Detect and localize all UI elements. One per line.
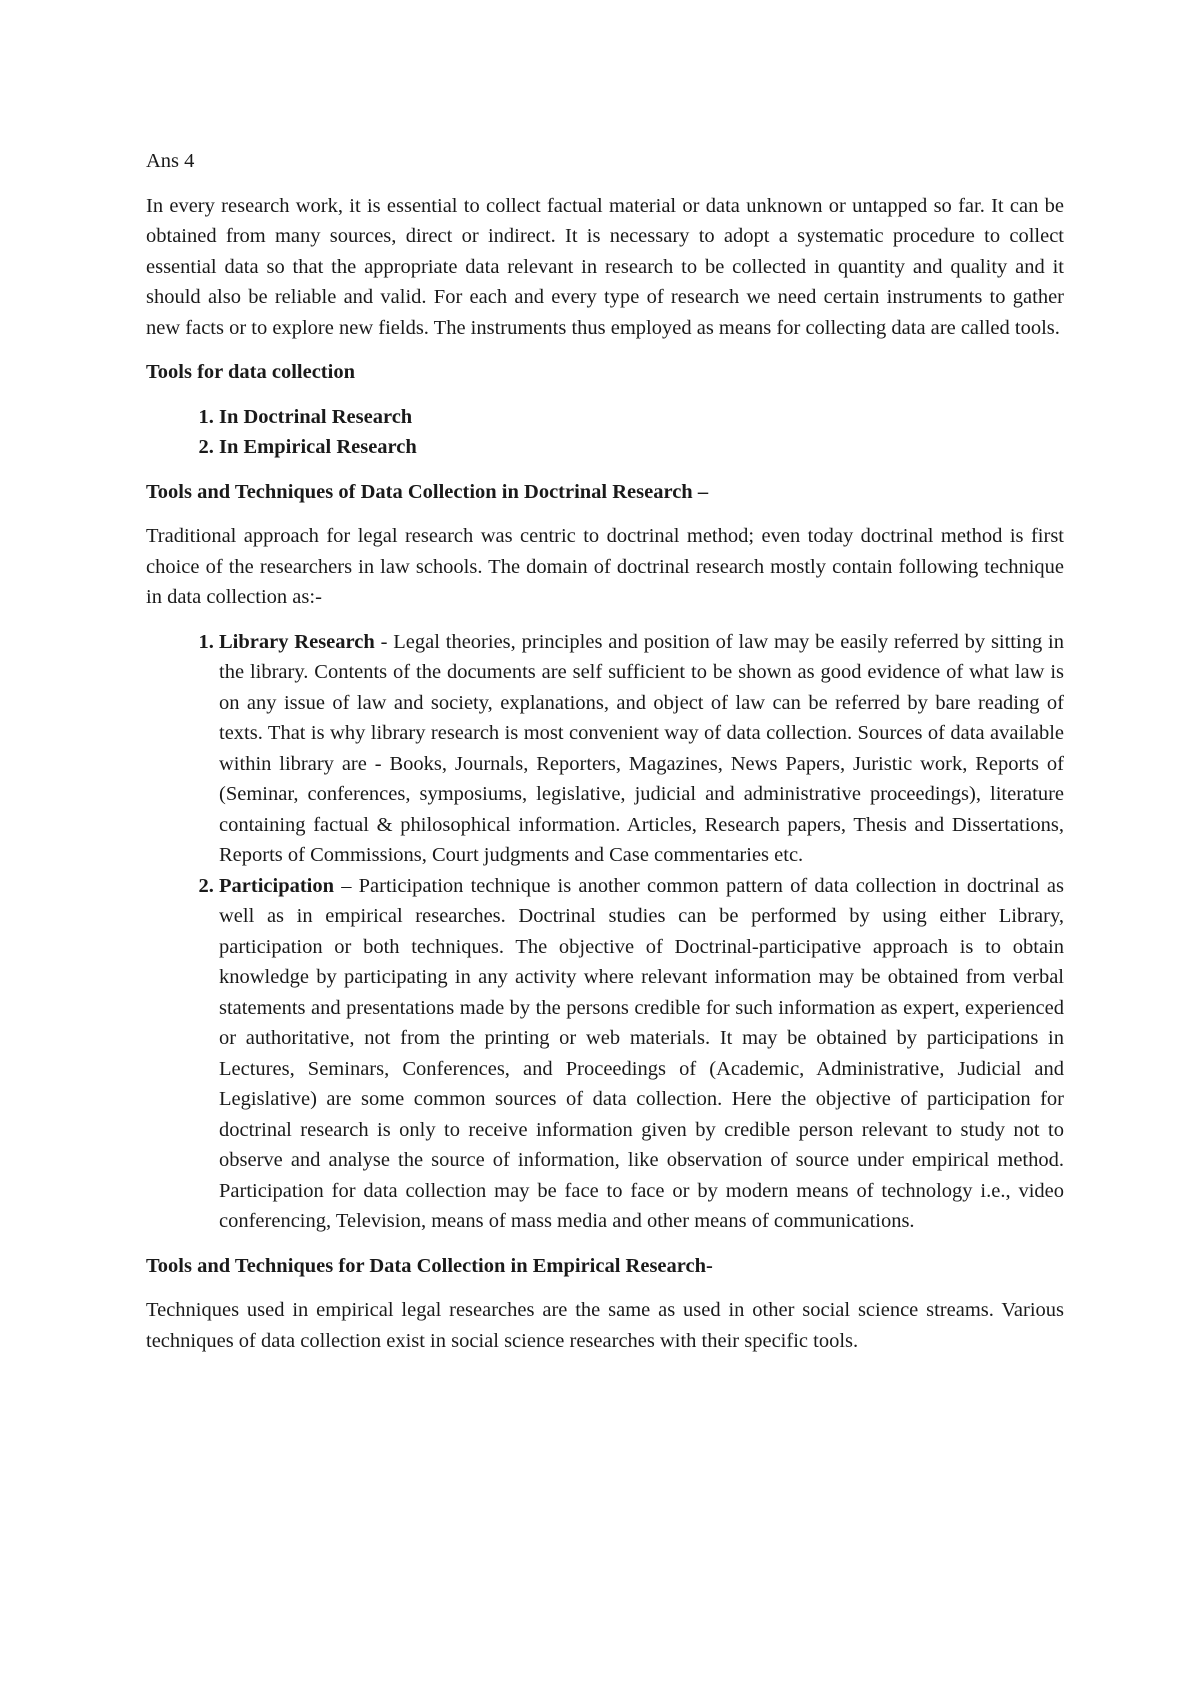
document-page	[146, 146, 1064, 1370]
technique-item-library	[219, 627, 1064, 871]
answer-heading: Ans 4	[146, 150, 195, 172]
tools-list	[146, 402, 1064, 463]
technique-title: Library Research	[219, 630, 375, 653]
tools-list-item: 2. In Empirical Research	[219, 432, 1064, 463]
technique-title: Participation	[219, 874, 335, 897]
doctrinal-techniques-list	[146, 627, 1064, 1237]
technique-text: - Legal theories, principles and position of law may be easily referred by sitting in the library. Contents of the documents are self sufficient to be shown as good evidence of what law is on any issue of law and society, explanations, and object of law can be referred by bare reading of texts. That is why library research is most convenient way of data collection. Sources of data available within library are - Books, Journals, Reporters, Magazines, News Papers, Juristic work, Reports of (Seminar, conferences, symposiums, legislative, judicial and administrative proceedings), literature containing factual & philosophical information. Articles, Research papers, Thesis and Dissertations, Reports of Commissions, Court judgments and Case commentaries etc.	[219, 630, 1064, 866]
technique-item-participation	[219, 871, 1064, 1237]
empirical-heading: Tools and Techniques for Data Collection in Empirical Research-	[146, 1254, 713, 1277]
empirical-intro: Techniques used in empirical legal researches are the same as used in other social science streams. Various techniques of data collection exist in social science researches with their specific tools.	[146, 1299, 1064, 1352]
intro-paragraph: In every research work, it is essential to collect factual material or data unknown or untapped so far. It can be obtained from many sources, direct or indirect. It is necessary to adopt a systematic procedure to collect essential data so that the appropriate data relevant in research to be collected in quantity and quality and it should also be reliable and valid. For each and every type of research we need certain instruments to gather new facts or to explore new fields. The instruments thus employed as means for collecting data are called tools.	[146, 194, 1064, 339]
tools-list-item: 1. In Doctrinal Research	[219, 402, 1064, 433]
technique-text: – Participation technique is another common pattern of data collection in doctrinal as well as in empirical researches. Doctrinal studies can be performed by using either Library, participation or both techniques. The objective of Doctrinal-participative approach is to obtain knowledge by participating in any activity where relevant information may be obtained from verbal statements and presentations made by the persons credible for such information as expert, experienced or authoritative, not from the printing or web materials. It may be obtained by participations in Lectures, Seminars, Conferences, and Proceedings of (Academic, Administrative, Judicial and Legislative) are some common sources of data collection. Here the objective of participation for doctrinal research is only to receive information given by credible person relevant to study not to observe and analyse the source of information, like observation of source under empirical method. Participation for data collection may be face to face or by modern means of technology i.e., video conferencing, Television, means of mass media and other means of communications.	[219, 874, 1064, 1232]
tools-heading: Tools for data collection	[146, 361, 355, 383]
doctrinal-heading: Tools and Techniques of Data Collection in Doctrinal Research –	[146, 480, 709, 503]
doctrinal-intro: Traditional approach for legal research was centric to doctrinal method; even today doctrinal method is first choice of the researchers in law schools. The domain of doctrinal research mostly contain following technique in data collection as:-	[146, 525, 1064, 608]
